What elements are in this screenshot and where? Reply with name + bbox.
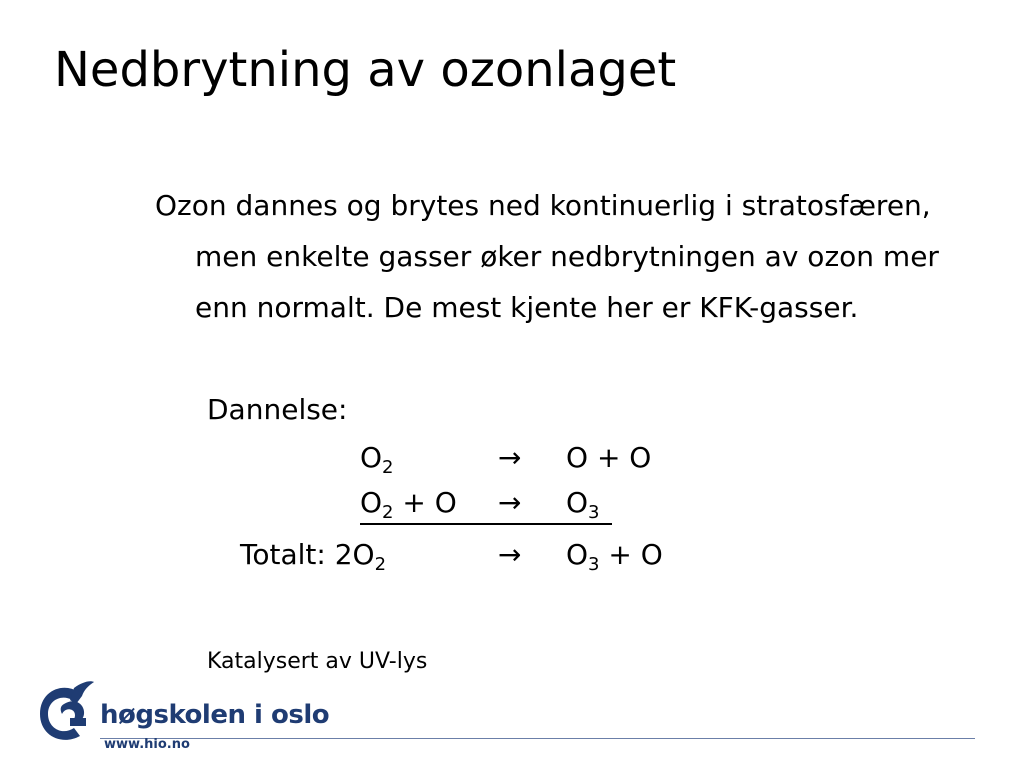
logo-url: www.hio.no <box>104 737 190 752</box>
reaction-row-total <box>0 535 1024 579</box>
reaction-1-arrow: → <box>498 441 522 474</box>
catalyst-note: Katalysert av UV-lys <box>207 649 428 674</box>
logo-wordmark: høgskolen i oslo <box>100 700 330 730</box>
reaction-1-product: O + O <box>566 441 652 474</box>
footer-rule <box>100 738 975 739</box>
reaction-2-arrow: → <box>498 486 522 519</box>
reaction-1-reactant: $O_2$ <box>360 441 394 478</box>
slide-title: Nedbrytning av ozonlaget <box>54 42 677 98</box>
hio-logo-icon <box>34 678 98 750</box>
body-paragraph: Ozon dannes og brytes ned kontinuerlig i stratosfæren, men enkelte gasser øker nedbrytningen av ozon mer enn normalt. De mest kjente her er KFK-gasser. <box>155 189 939 324</box>
reaction-row-2 <box>0 483 1024 527</box>
reaction-2-underline <box>360 523 612 525</box>
reaction-total-arrow: → <box>498 538 522 571</box>
reaction-2-reactant: $O_2 + O$ <box>360 486 457 523</box>
formation-label: Dannelse: <box>207 393 348 426</box>
reaction-2-product: $O_3$ <box>566 486 600 523</box>
reaction-total-reactant: Totalt: $2O_2$ <box>240 538 387 575</box>
reaction-total-product: $O_3 + O$ <box>566 538 663 575</box>
reaction-row-1 <box>0 438 1024 482</box>
